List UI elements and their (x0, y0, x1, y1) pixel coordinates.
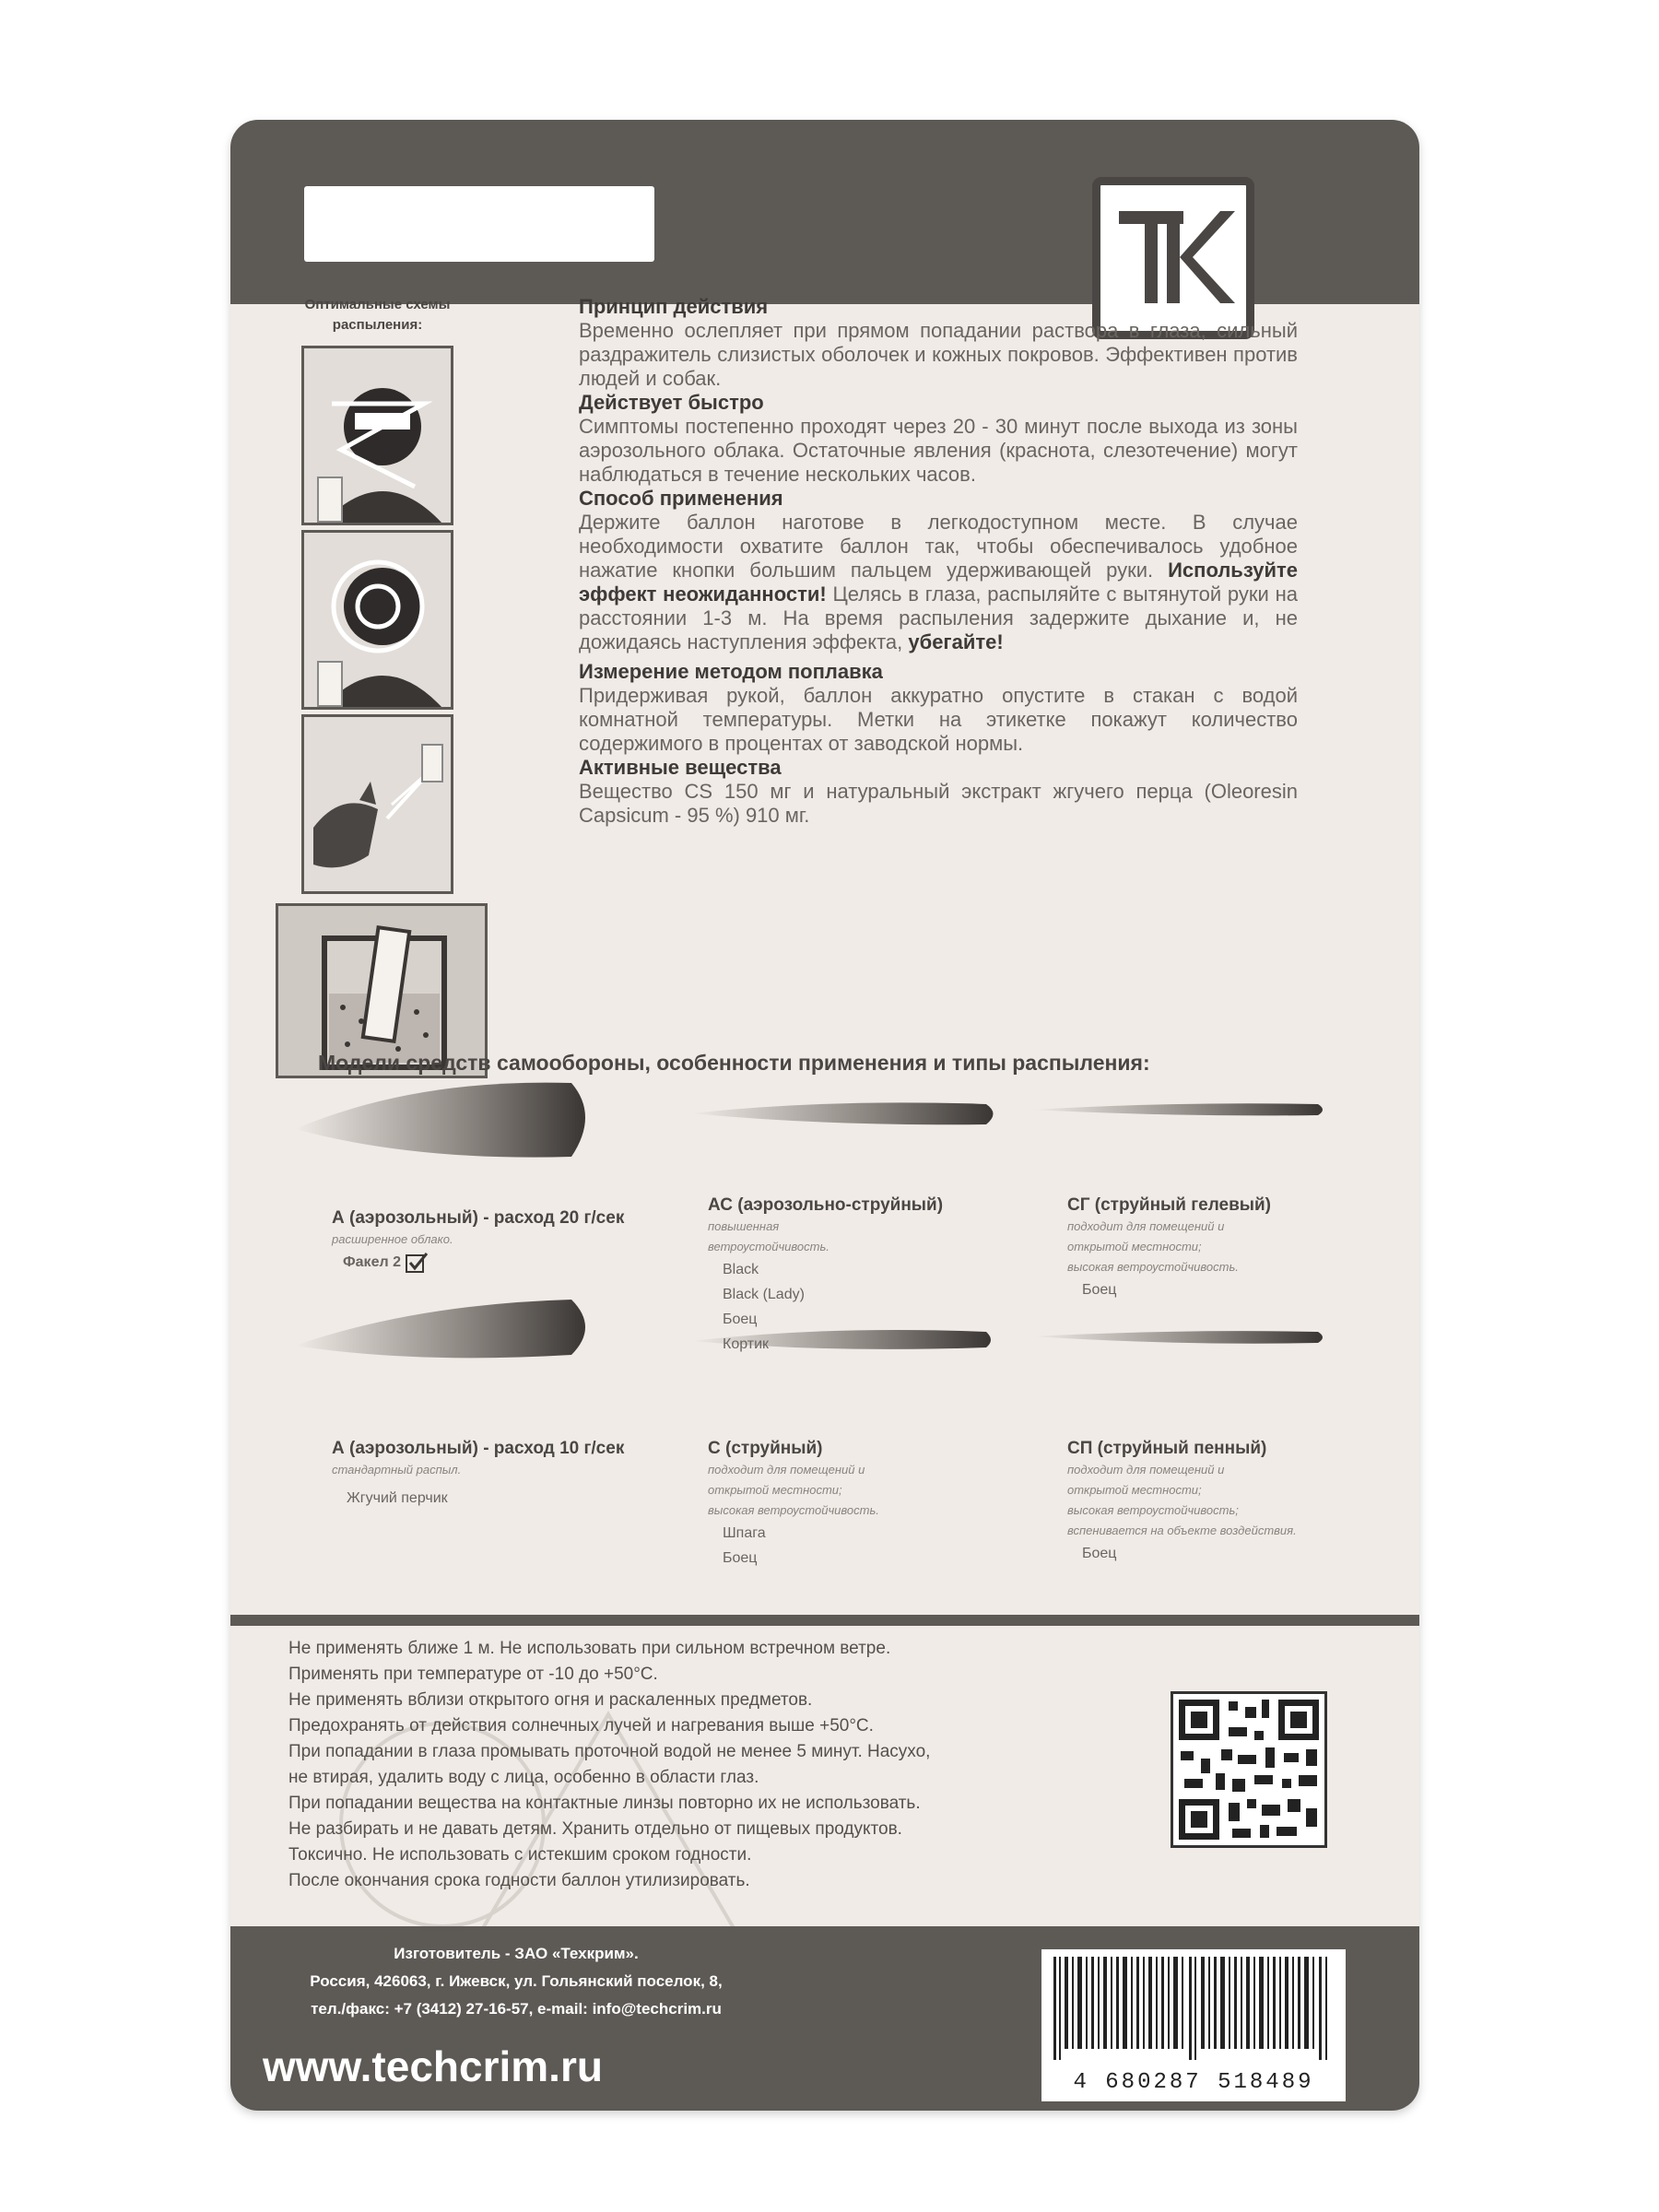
warning-line: Применять при температуре от -10 до +50°С. (288, 1665, 658, 1684)
manufacturer-line3: тел./факс: +7 (3412) 27-16-57, e-mail: info@techcrim.ru (311, 2000, 722, 2018)
usage-bold-run: убегайте! (908, 630, 1004, 653)
divider-band (230, 1615, 1419, 1626)
section-text-principle: Временно ослепляет при прямом попадании раствора в глаза, сильный раздражитель слизистых оболочек и кожных покровов. Эффективен против людей и собак. (579, 319, 1298, 390)
warning-line: При попадании вещества на контактные линзы повторно их не использовать. (288, 1794, 921, 1813)
model-sp (1067, 1438, 1418, 1566)
model-desc: подходит для помещений и (1067, 1219, 1225, 1233)
spray-shape-sg (1032, 1103, 1323, 1115)
model-desc: высокая ветроустойчивость. (708, 1503, 879, 1517)
warning-line: Не применять вблизи открытого огня и раскаленных предметов. (288, 1690, 813, 1710)
model-name: А (аэрозольный) - расход 20 г/сек (332, 1208, 625, 1228)
model-desc: подходит для помещений и (708, 1463, 865, 1477)
warning-line: не втирая, удалить воду с лица, особенно в области глаз. (288, 1768, 759, 1787)
model-name: СГ (струйный гелевый) (1067, 1195, 1272, 1215)
model-a20 (332, 1207, 682, 1275)
checkbox-checked-icon (405, 1252, 429, 1274)
barcode-bars-icon (1044, 1952, 1343, 2063)
model-sg (1067, 1194, 1418, 1302)
model-name: АС (аэрозольно-струйный) (708, 1195, 944, 1215)
section-text-fast-acting: Симптомы постепенно проходят через 20 - 30 минут после выхода из зоны аэрозольного облака. Остаточные явления (краснота, слезотечение) могут наблюдаться в течение нескольких часов. (579, 415, 1298, 486)
qr-code (1171, 1691, 1327, 1848)
spray-shape-sp (1032, 1331, 1323, 1344)
spray-schemes-column (283, 295, 472, 1060)
website-url: www.techcrim.ru (263, 2042, 603, 2090)
schemes-title-line2: распыления: (332, 317, 423, 333)
spray-shape-ac (691, 1102, 994, 1124)
warning-line: Предохранять от действия солнечных лучей и нагревания выше +50°С. (288, 1716, 874, 1735)
model-item: Боец (1082, 1546, 1117, 1561)
model-item: Шпага (723, 1525, 766, 1541)
section-title-usage: Способ применения (579, 487, 783, 510)
model-desc: расширенное облако. (332, 1232, 453, 1246)
section-text-usage (579, 511, 1298, 654)
warning-line: После окончания срока годности баллон утилизировать. (288, 1871, 750, 1890)
package-card (230, 120, 1419, 2111)
model-desc: открытой местности; (708, 1483, 842, 1497)
schemes-title-line1: Оптимальные схемы (304, 297, 451, 312)
model-desc: открытой местности; (1067, 1483, 1202, 1497)
warning-line: Не разбирать и не давать детям. Хранить отдельно от пищевых продуктов. (288, 1819, 902, 1839)
usage-bold-surprise: Используйте эффект неожиданности! (579, 559, 1298, 606)
usage-text-b: Целясь в глаза, распыляйте с вытянутой руки на расстоянии 1-3 м. На время распыления задержите дыхание и, не дожидаясь наступления эффекта, (579, 582, 1298, 653)
model-desc: открытой местности; (1067, 1240, 1202, 1253)
model-a10 (332, 1438, 682, 1511)
model-item: Black (Lady) (723, 1287, 805, 1302)
schemes-title (283, 295, 472, 335)
model-item: Боец (723, 1312, 758, 1327)
barcode (1041, 1949, 1346, 2101)
spray-shape-a20 (295, 1083, 585, 1158)
manufacturer-line2: Россия, 426063, г. Ижевск, ул. Гольянский поселок, 8, (310, 1972, 723, 1990)
model-item: Боец (1082, 1282, 1117, 1298)
model-ac (708, 1194, 1058, 1357)
model-name: А (аэрозольный) - расход 10 г/сек (332, 1439, 625, 1458)
barcode-number: 4 680287 518489 (1073, 2070, 1314, 2095)
model-desc: повышенная (708, 1219, 780, 1233)
models-title: Модели средств самообороны, особенности применения и типы распыления: (318, 1051, 1150, 1075)
section-text-ingredients: Вещество CS 150 мг и натуральный экстракт жгучего перца (Oleoresin Capsicum - 95 %) 910 мг. (579, 780, 1298, 827)
section-title-ingredients: Активные вещества (579, 756, 782, 779)
spray-shape-a10 (295, 1300, 585, 1358)
model-desc: высокая ветроустойчивость; (1067, 1503, 1239, 1517)
instructions-column (579, 295, 1298, 828)
model-name: СП (струйный пенный) (1067, 1439, 1267, 1458)
warning-line: Токсично. Не использовать с истекшим сроком годности. (288, 1845, 752, 1865)
model-c (708, 1438, 1058, 1571)
model-item: Кортик (723, 1336, 770, 1352)
section-title-fast-acting: Действует быстро (579, 391, 764, 414)
model-item-row (332, 1250, 682, 1275)
model-item: Боец (723, 1550, 758, 1566)
model-name: С (струйный) (708, 1439, 823, 1458)
blank-label-area (304, 186, 654, 262)
manufacturer-info (230, 1940, 802, 2023)
model-desc: высокая ветроустойчивость. (1067, 1260, 1239, 1274)
model-desc: стандартный распыл. (332, 1463, 462, 1477)
model-desc: подходит для помещений и (1067, 1463, 1225, 1477)
model-item: Black (723, 1262, 759, 1277)
warning-line: При попадании в глаза промывать проточной водой не менее 5 минут. Насухо, (288, 1742, 931, 1761)
model-desc: вспенивается на объекте воздействия. (1067, 1524, 1297, 1537)
scheme-dog-image (301, 714, 453, 894)
section-title-float: Измерение методом поплавка (579, 660, 883, 683)
scheme-face-zigzag-image (301, 346, 453, 525)
warnings-list (288, 1636, 1173, 1894)
manufacturer-line1: Изготовитель - ЗАО «Техкрим». (394, 1945, 639, 1962)
usage-text-a: Держите баллон наготове в легкодоступном месте. В случае необходимости охватите баллон так, чтобы обеспечивалось удобное нажатие кнопки большим пальцем удерживающей руки. (579, 511, 1298, 582)
section-text-float: Придерживая рукой, баллон аккуратно опустите в стакан с водой комнатной температуры. Метки на этикетке покажут количество содержимого в процентах от заводской нормы. (579, 684, 1298, 755)
warning-line: Не применять ближе 1 м. Не использовать при сильном встречном ветре. (288, 1639, 891, 1658)
model-desc: ветроустойчивость. (708, 1240, 830, 1253)
model-item: Факел 2 (343, 1254, 401, 1270)
qr-code-icon (1173, 1694, 1324, 1845)
section-title-principle: Принцип действия (579, 295, 769, 318)
model-item: Жгучий перчик (347, 1490, 448, 1506)
scheme-face-circle-image (301, 530, 453, 710)
